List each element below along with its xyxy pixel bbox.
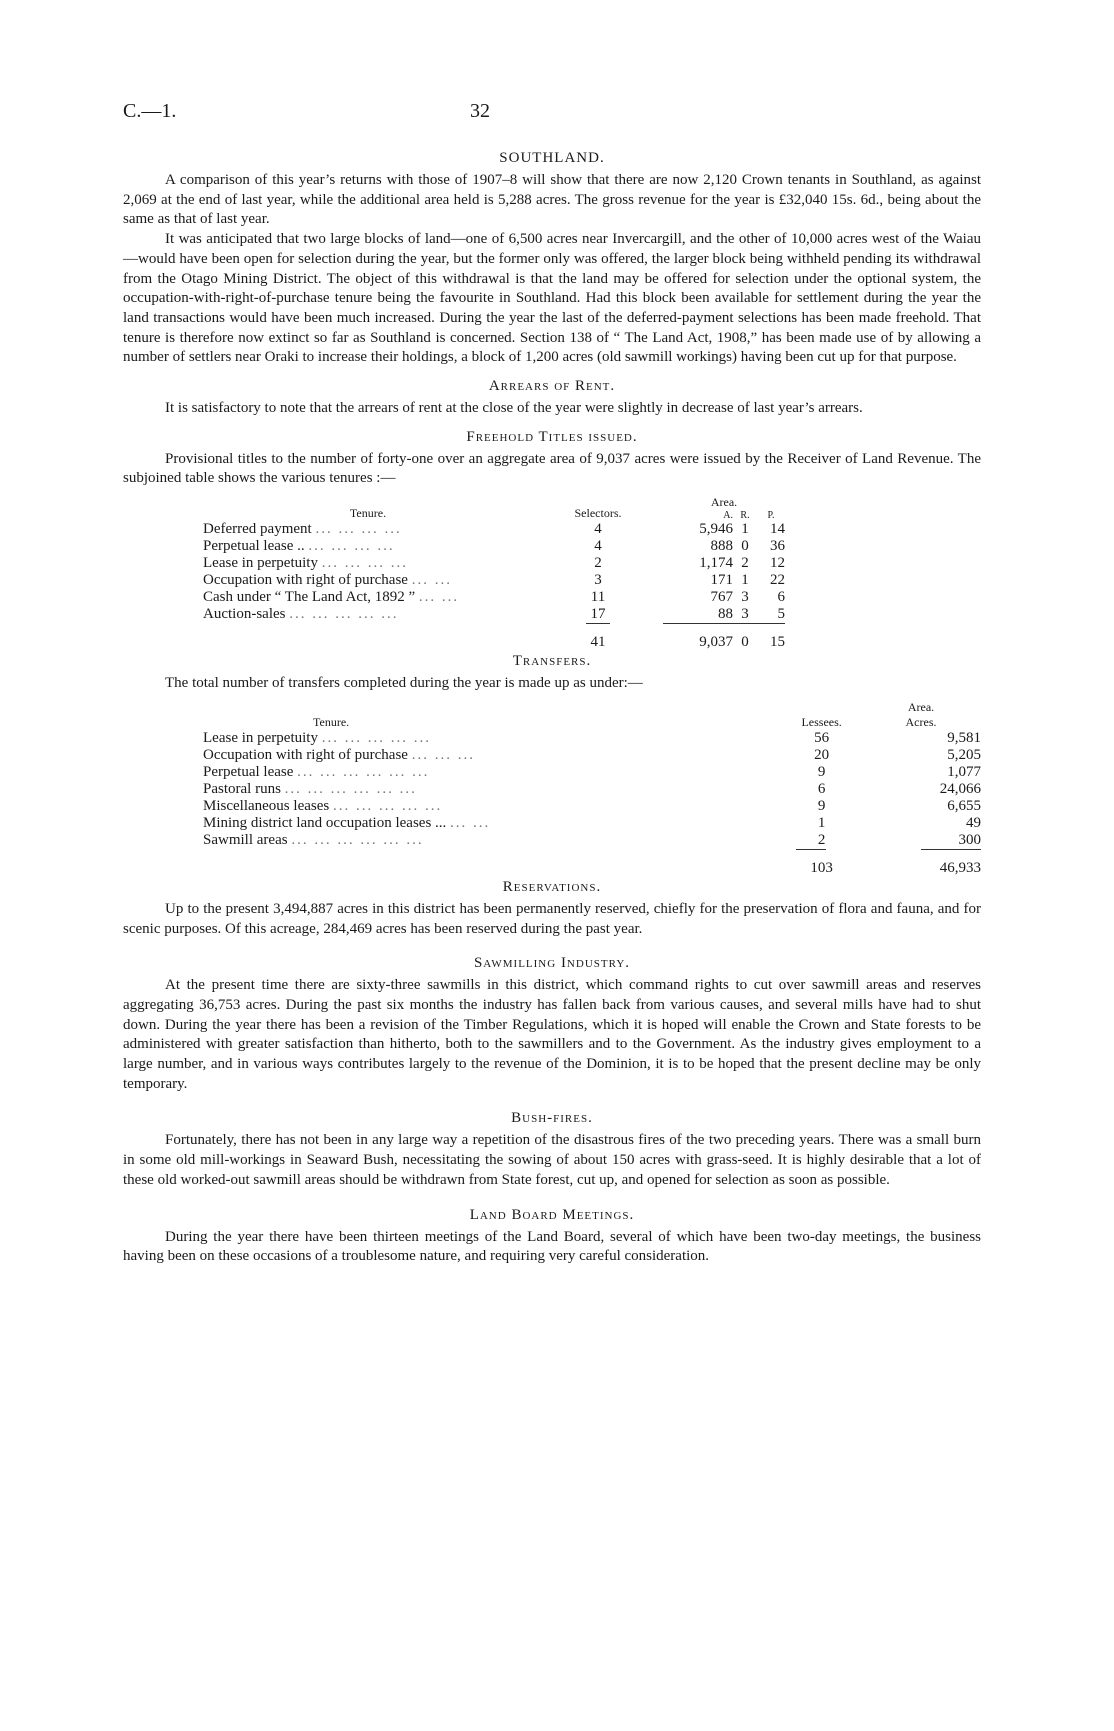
col-area-unit: Acres. [905, 714, 937, 729]
tenure-label: Mining district land occupation leases ... [203, 814, 447, 831]
sawmilling-heading: Sawmilling Industry. [473, 955, 631, 972]
arrears-heading: Arrears of Rent. [488, 378, 616, 395]
area-acres-cell: 88 [718, 606, 733, 623]
acres-cell: 300 [958, 831, 981, 848]
tenure-cell [203, 606, 533, 623]
tenure-label: Lease in perpetuity [203, 555, 318, 572]
tenure-cell [203, 781, 782, 798]
total-lessees: 103 [810, 859, 833, 876]
area-perches-cell: 5 [777, 606, 785, 623]
acres-cell: 9,581 [947, 729, 981, 746]
acres-cell: 24,066 [939, 780, 981, 797]
page-title: SOUTHLAND. [499, 150, 605, 166]
transfers-total-row [203, 850, 981, 877]
freehold-paragraph: Provisional titles to the number of forty-one over an aggregate area of 9,037 acres were issued by the Receiver of Land Revenue. The subjoined table shows the various tenures :— [123, 450, 981, 487]
leader-dots: ... ... ... ... ... ... [291, 831, 424, 848]
acres-cell: 1,077 [947, 763, 981, 780]
lessees-cell: 20 [814, 746, 830, 763]
intro-paragraph-1: A comparison of this year’s returns with those of 1907–8 will show that there are now 2,120 Crown tenants in Southland, as against 2,069 at the end of last year, while the additional area held is 5,288 acres. The gross revenue for the year is £32,040 15s. 6d., being about the same as that of last year. [123, 172, 981, 228]
lessees-cell: 6 [817, 780, 826, 797]
unit-perches: P. [767, 510, 775, 522]
tenure-cell [203, 798, 782, 815]
table-row [203, 572, 785, 589]
tenure-label: Perpetual lease [203, 763, 294, 780]
page-content [123, 150, 981, 1267]
table-row [203, 832, 981, 849]
leader-dots: ... ... ... ... ... [321, 729, 431, 746]
bushfires-paragraph: Fortunately, there has not been in any large way a repetition of the disastrous fires of the two preceding years. There was a small burn in some old mill-workings in Seaward Bush, necessitating the sowing of about 150 acres with grass-seed. It is highly desirable that a lot of these old worked-out sawmill areas should be withdrawn from State forest, cut up, and opened for selection as soon as possible. [123, 1132, 981, 1188]
lessees-cell: 2 [817, 831, 826, 848]
table-row [203, 589, 785, 606]
area-perches-cell: 12 [770, 555, 785, 572]
leader-dots: ... ... ... ... [315, 521, 402, 538]
table-row [203, 606, 785, 623]
tenure-label: Occupation with right of purchase [203, 746, 408, 763]
leader-dots: ... ... ... ... [308, 538, 395, 555]
total-selectors: 41 [590, 634, 606, 651]
tenure-cell [203, 747, 782, 764]
selectors-cell: 2 [594, 555, 602, 572]
leader-dots: ... ... ... ... [321, 555, 408, 572]
area-perches-cell: 22 [770, 572, 785, 589]
leader-dots: ... ... [450, 814, 491, 831]
tenure-label: Auction-sales [203, 606, 286, 623]
tenure-cell [203, 764, 782, 781]
leader-dots: ... ... [411, 572, 452, 589]
col-tenure: Tenure. [349, 506, 387, 521]
table-row [203, 815, 981, 832]
tenure-label: Miscellaneous leases [203, 797, 330, 814]
tenure-label: Sawmill areas [203, 831, 288, 848]
bushfires-heading: Bush-fires. [511, 1110, 593, 1127]
tenure-cell [203, 589, 533, 606]
selectors-cell: 3 [594, 572, 602, 589]
table-row [203, 781, 981, 798]
leader-dots: ... ... ... ... ... ... [297, 763, 430, 780]
total-area-perches: 15 [770, 634, 785, 651]
area-perches-cell: 6 [777, 589, 785, 606]
tenure-label: Lease in perpetuity [203, 729, 318, 746]
selectors-cell: 4 [594, 521, 602, 538]
sawmilling-paragraph: At the present time there are sixty-three sawmills in this district, which command rights to cut over sawmill areas and reserves aggregating 36,753 acres. During the past six months the industry has fallen back from various causes, and several mills have had to shut down. During the year there has been a revision of the Timber Regulations, which it is hoped will enable the Crown and State forests to be administered with greater satisfaction than hitherto, both to the sawmillers and to the Government. As the industry gives employment to a large number, and in various ways contributes largely to the revenue of the Dominion, it is to be hoped that the present decline may be only temporary. [123, 977, 981, 1092]
freehold-heading: Freehold Titles issued. [466, 428, 638, 445]
total-area-acres: 9,037 [699, 634, 733, 651]
tenure-cell [203, 832, 782, 849]
area-acres-cell: 1,174 [699, 555, 733, 572]
area-acres-cell: 171 [710, 572, 733, 589]
transfers-table [203, 700, 981, 877]
intro-paragraph-2: It was anticipated that two large blocks of land—one of 6,500 acres near Invercargill, and the other of 10,000 acres west of the Waiau—would have been open for selection during the year, but the former only was offered, the larger block being withheld pending its withdrawal from the Otago Mining District. The object of this withdrawal is that the land may be offered for selection under the optional system, the occupation-with-right-of-purchase tenure being the favourite in Southland. Had this block been available for settlement during the year the land transactions would have been much increased. During the year the last of the deferred-payment selections has been made freehold. That tenure is therefore now extinct so far as Southland is concerned. Section 138 of “ The Land Act, 1908,” has been made use of by allowing a number of settlers near Oraki to increase their holdings, a block of 1,200 acres (old sawmill workings) having been cut up for that purpose. [123, 231, 981, 366]
tenure-label: Cash under “ The Land Act, 1892 ” [203, 589, 416, 606]
table-row [203, 798, 981, 815]
area-roods-cell: 0 [741, 538, 749, 555]
area-perches-cell: 36 [770, 538, 785, 555]
lessees-cell: 9 [817, 763, 826, 780]
table-row [203, 730, 981, 747]
leader-dots: ... ... ... [411, 746, 475, 763]
transfers-heading: Transfers. [512, 653, 592, 670]
freehold-titles-table [203, 495, 785, 651]
arrears-paragraph: It is satisfactory to note that the arrears of rent at the close of the year were slightly in decrease of last year’s arrears. [165, 400, 863, 417]
tenure-label: Occupation with right of purchase [203, 572, 408, 589]
tenure-cell [203, 555, 533, 572]
area-perches-cell: 14 [770, 521, 785, 538]
area-acres-cell: 5,946 [699, 521, 733, 538]
col-selectors: Selectors. [574, 506, 622, 521]
reservations-heading: Reservations. [502, 878, 602, 895]
tenure-cell [203, 730, 782, 747]
reservations-paragraph: Up to the present 3,494,887 acres in this district has been permanently reserved, chiefly for the preservation of flora and fauna, and for scenic purposes. Of this acreage, 284,469 acres has been reserved during the past year. [123, 900, 981, 937]
total-acres: 46,933 [939, 859, 981, 876]
tenure-label: Perpetual lease .. [203, 538, 305, 555]
area-roods-cell: 3 [741, 589, 749, 606]
leader-dots: ... ... ... ... ... [289, 606, 399, 623]
acres-cell: 5,205 [947, 746, 981, 763]
unit-acres: A. [723, 510, 733, 522]
area-roods-cell: 1 [741, 521, 749, 538]
tenure-label: Pastoral runs [203, 780, 281, 797]
area-roods-cell: 1 [741, 572, 749, 589]
landboard-paragraph: During the year there have been thirteen meetings of the Land Board, several of which have been two-day meetings, the business having been on these occasions of a troublesome nature, and requiring very careful consideration. [123, 1228, 981, 1265]
table-row [203, 764, 981, 781]
report-reference: C.—1. [123, 100, 177, 122]
col-tenure: Tenure. [313, 714, 350, 729]
lessees-cell: 9 [817, 797, 826, 814]
area-roods-cell: 2 [741, 555, 749, 572]
selectors-cell: 4 [594, 538, 602, 555]
col-area: Area. [907, 699, 935, 714]
area-roods-cell: 3 [741, 606, 749, 623]
tenure-cell [203, 572, 533, 589]
leader-dots: ... ... [418, 589, 460, 606]
leader-dots: ... ... ... ... ... ... [284, 780, 417, 797]
selectors-cell: 17 [590, 606, 606, 623]
tenure-cell [203, 815, 782, 832]
table-row [203, 521, 785, 538]
tenure-label: Deferred payment [203, 521, 312, 538]
col-area: Area. [710, 495, 738, 510]
area-acres-cell: 888 [710, 538, 733, 555]
transfers-paragraph: The total number of transfers completed during the year is made up as under:— [165, 675, 643, 692]
table-row [203, 538, 785, 555]
table-row [203, 747, 981, 764]
total-area-roods: 0 [741, 634, 749, 651]
tenure-cell [203, 538, 533, 555]
lessees-cell: 56 [814, 729, 830, 746]
lessees-cell: 1 [817, 814, 826, 831]
freehold-total-row [203, 624, 785, 651]
page-number: 32 [470, 100, 490, 122]
table-row [203, 555, 785, 572]
unit-roods: R. [740, 510, 750, 522]
tenure-cell [203, 521, 533, 538]
area-acres-cell: 767 [710, 589, 733, 606]
landboard-heading: Land Board Meetings. [469, 1206, 635, 1223]
leader-dots: ... ... ... ... ... [332, 797, 443, 814]
col-lessees: Lessees. [801, 714, 842, 729]
acres-cell: 49 [966, 814, 981, 831]
acres-cell: 6,655 [947, 797, 981, 814]
selectors-cell: 11 [590, 589, 606, 606]
